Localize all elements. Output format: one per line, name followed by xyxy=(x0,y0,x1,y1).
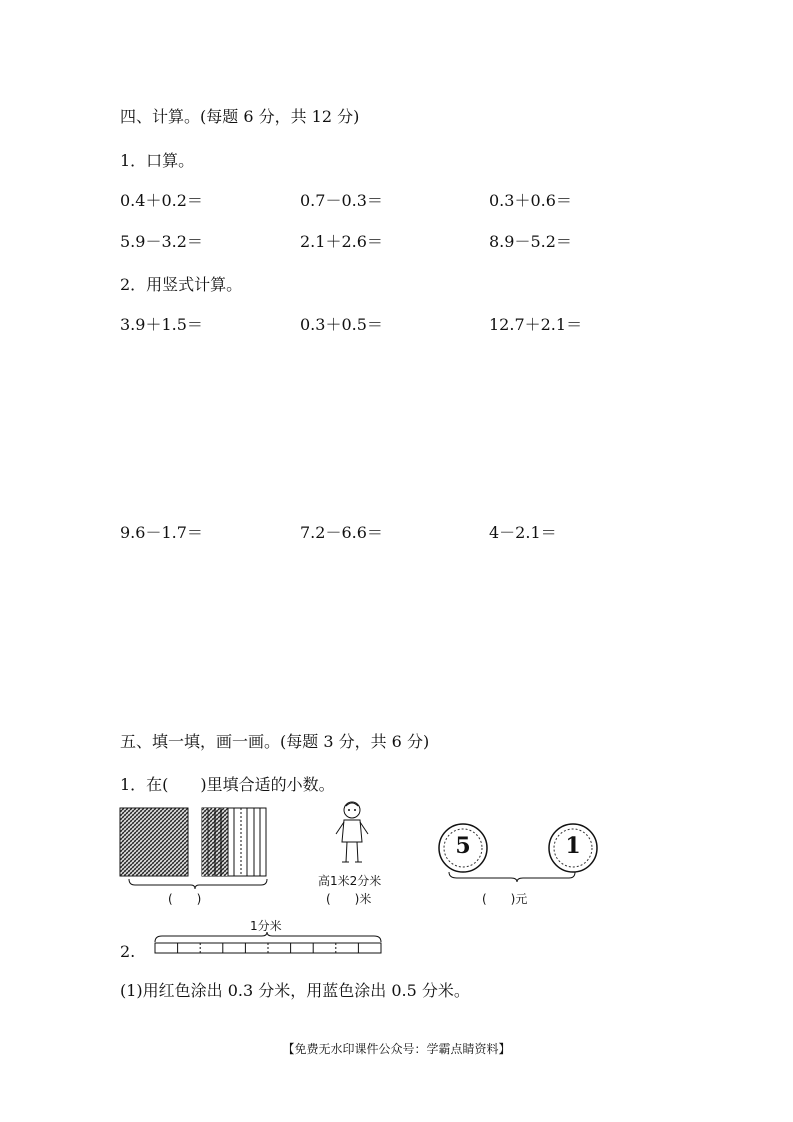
coloring-instruction: (1)用红色涂出 0.3 分米，用蓝色涂出 0.5 分米。 xyxy=(120,981,470,1000)
decimal-square-figure xyxy=(115,805,275,900)
ruler-label: 1分米 xyxy=(250,919,282,933)
q2-number: 2. xyxy=(120,942,136,961)
square-answer-blank[interactable]: ( ) xyxy=(168,892,202,906)
vertical-problem: 4－2.1＝ xyxy=(489,523,557,542)
q2-title: 2．用竖式计算。 xyxy=(120,275,243,294)
oral-problem: 0.7－0.3＝ xyxy=(300,191,383,210)
coin-five: 5 xyxy=(455,833,471,859)
oral-problem: 8.9－5.2＝ xyxy=(489,232,572,251)
coins-answer-blank[interactable]: ( )元 xyxy=(482,892,528,906)
oral-problem: 0.4＋0.2＝ xyxy=(120,191,203,210)
vertical-problem: 0.3＋0.5＝ xyxy=(300,315,383,334)
girl-figure xyxy=(332,800,372,870)
fill-decimal-title: 1．在( )里填合适的小数。 xyxy=(120,775,335,794)
vertical-problem: 3.9＋1.5＝ xyxy=(120,315,203,334)
girl-height-label: 高1米2分米 xyxy=(318,874,382,888)
oral-problem: 5.9－3.2＝ xyxy=(120,232,203,251)
coin-one: 1 xyxy=(565,833,581,859)
vertical-problem: 9.6－1.7＝ xyxy=(120,523,203,542)
vertical-problem: 12.7＋2.1＝ xyxy=(489,315,583,334)
q1-title: 1．口算。 xyxy=(120,151,195,170)
section5-heading: 五、填一填，画一画。(每题 3 分，共 6 分) xyxy=(120,732,430,751)
girl-height-blank[interactable]: ( )米 xyxy=(326,892,372,906)
oral-problem: 2.1＋2.6＝ xyxy=(300,232,383,251)
footer-watermark-text: 【免费无水印课件公众号：学霸点睛资料】 xyxy=(282,1042,511,1056)
oral-problem: 0.3＋0.6＝ xyxy=(489,191,572,210)
vertical-problem: 7.2－6.6＝ xyxy=(300,523,383,542)
section4-heading: 四、计算。(每题 6 分，共 12 分) xyxy=(120,107,360,126)
decimeter-ruler[interactable] xyxy=(150,930,390,960)
